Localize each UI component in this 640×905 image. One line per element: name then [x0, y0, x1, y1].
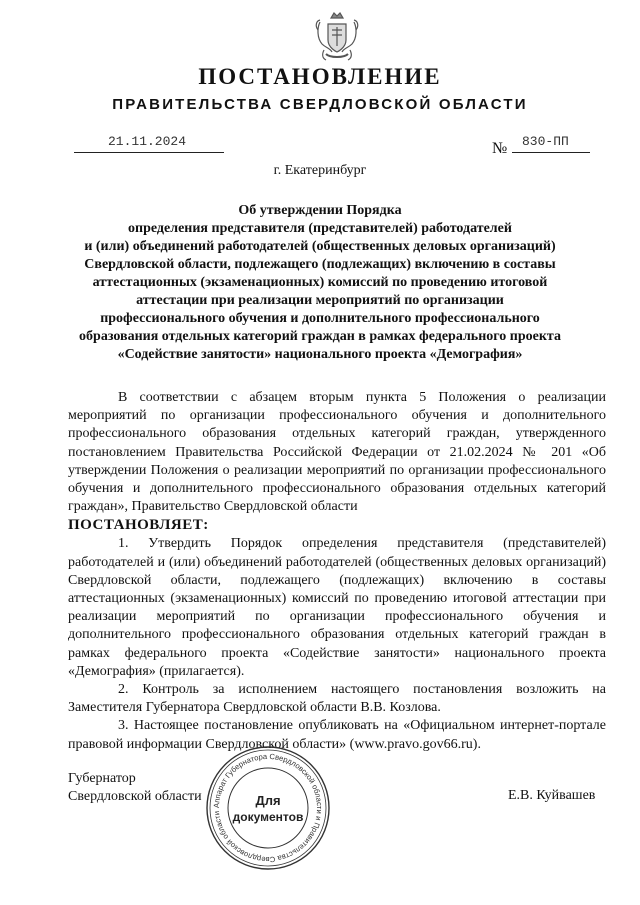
signatory-name: Е.В. Куйвашев: [508, 788, 596, 803]
date-underline: [74, 152, 224, 153]
coat-of-arms-icon: [314, 10, 360, 62]
organization-name: ПРАВИТЕЛЬСТВА СВЕРДЛОВСКОЙ ОБЛАСТИ: [112, 96, 528, 113]
item-3-paragraph: 3. Настоящее постановление опубликовать на «Официальном интернет-портале правовой информации Свердловской области» (www.pravo.gov66.ru).: [68, 718, 606, 752]
title-line: «Содействие занятости» национального проекта «Демография»: [117, 347, 523, 362]
signatory-role-line: Губернатор: [68, 771, 136, 786]
title-line: определения представителя (представителей) работодателей: [128, 221, 512, 236]
title-line: и (или) объединений работодателей (общественных деловых организаций): [84, 239, 556, 254]
document-number: 830-ПП: [522, 134, 569, 149]
title-line: Об утверждении Порядка: [238, 203, 402, 218]
decree-heading: ПОСТАНОВЛЯЕТ:: [68, 517, 209, 534]
item-1-paragraph: 1. Утвердить Порядок определения представителя (представителей) работодателей и (или) объединений работодателей (общественных деловых организаций) Свердловской области, подлежащего (подлежащих) включению в составы аттестационных (экзаменационных) комиссий по проведению итоговой аттестации при реализации мероприятий по организации профессионального обучения и дополнительного профессионального образования отдельных категорий граждан в рамках федерального проекта «Содействие занятости» национального проекта «Демография» (прилагается).: [68, 536, 606, 679]
signatory-role: [68, 770, 202, 806]
number-underline: [512, 152, 590, 153]
official-stamp: [203, 743, 333, 873]
title-line: профессионального обучения и дополнительного профессионального: [100, 311, 540, 326]
signatory-role-line: Свердловской области: [68, 789, 202, 804]
stamp-center-text: документов: [232, 810, 304, 824]
preamble-paragraph: В соответствии с абзацем вторым пункта 5 Положения о реализации мероприятий по организации профессионального обучения и дополнительного профессионального образования отдельных категорий граждан, утвержденного постановлением Правительства Российской Федерации от 21.02.2024 № 201 «Об утверждении Положения о реализации мероприятий по организации профессионального обучения и дополнительного профессионального образования отдельных категорий граждан», Правительство Свердловской области: [68, 390, 606, 515]
city-line: г. Екатеринбург: [273, 163, 367, 178]
title-line: аттестационных (экзаменационных) комиссий по проведению итоговой: [92, 275, 548, 290]
document-body: [68, 389, 606, 754]
title-line: образования отдельных категорий граждан в рамках федерального проекта: [79, 329, 561, 344]
stamp-ring-text: Аппарат Губернатора Свердловской области и Правительства Свердловской области: [211, 751, 325, 865]
number-label: №: [492, 140, 508, 157]
stamp-center-text: Для: [255, 793, 281, 808]
item-2-paragraph: 2. Контроль за исполнением настоящего постановления возложить на Заместителя Губернатора Свердловской области В.В. Козлова.: [68, 682, 606, 716]
document-date: 21.11.2024: [108, 134, 187, 149]
document-title: [66, 202, 574, 364]
title-line: Свердловской области, подлежащего (подлежащих) включению в составы: [84, 257, 556, 272]
document-type-heading: ПОСТАНОВЛЕНИЕ: [198, 64, 442, 89]
title-line: аттестации при реализации мероприятий по организации: [136, 293, 504, 308]
